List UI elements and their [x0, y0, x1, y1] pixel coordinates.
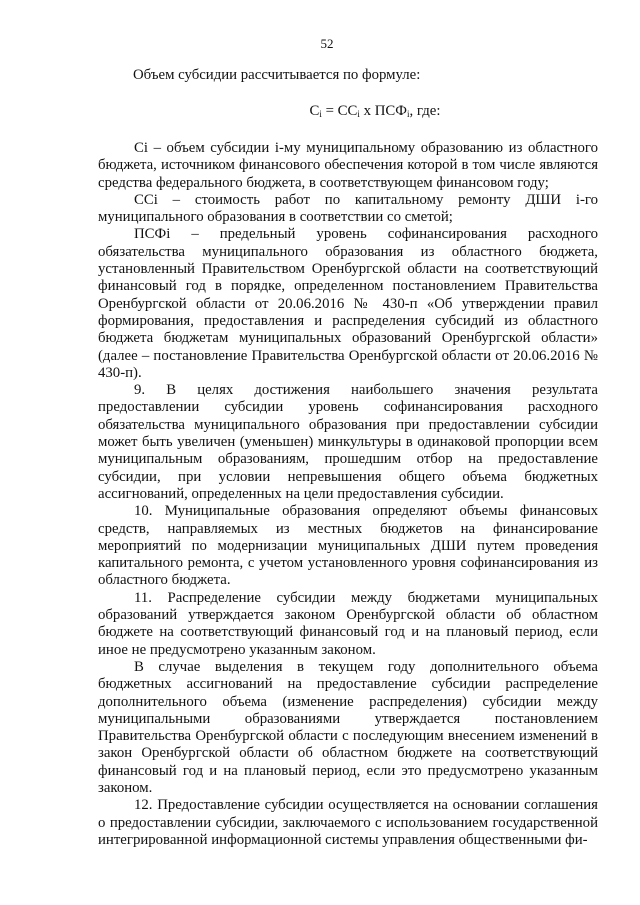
formula-psf-sub: i	[406, 109, 410, 119]
paragraph-11: 11. Распределение субсидии между бюджетами муниципальных образований утверждается законом Оренбургской области об областном бюджете на соответствующий финансовый год и на плановый период, если иное не предусмотрено указанным законом.	[98, 589, 598, 658]
page-number: 52	[320, 36, 334, 51]
formula	[0, 103, 640, 120]
formula-lhs: C	[309, 103, 320, 119]
formula-tail: , где:	[409, 103, 441, 119]
formula-intro: Объем субсидии рассчитывается по формуле:	[133, 67, 421, 83]
formula-mid: х ПСФ	[359, 103, 407, 119]
paragraph-12: 12. Предоставление субсидии осуществляется на основании соглашения о предоставлении субсидии, заключаемого с использованием государственной интегрированной информационной системы управления общественными фи-	[98, 797, 598, 848]
paragraph-cci-definition: ССi – стоимость работ по капитальному ремонту ДШИ i-го муниципального образования в соответствии со сметой;	[98, 191, 598, 226]
paragraph-ci-definition: Сi – объем субсидии i-му муниципальному образованию из областного бюджета, источником финансового обеспечения которой в том числе являются средства федерального бюджета, в соответствующем финансовом году;	[98, 140, 598, 191]
formula-eq: = СС	[321, 103, 358, 119]
paragraph-9: 9. В целях достижения наибольшего значения результата предоставлении субсидии уровень софинансирования расходного обязательства муниципального образования при предоставлении субсидии может быть увеличен (уменьшен) минкультуры в одинаковой пропорции всем муниципальным образованиям, прошедшим отбор на предоставление субсидии, при условии непревышения общего объема бюджетных ассигнований, определенных на цели предоставления субсидии.	[98, 382, 598, 502]
document-body	[98, 140, 598, 849]
formula-lhs-sub: i	[319, 109, 322, 119]
paragraph-psfi-definition: ПСФi – предельный уровень софинансирования расходного обязательства муниципального образования из областного бюджета, установленный Правительством Оренбургской области на соответствующий финансовый год в порядке, определенном постановлением Правительства Оренбургской области от 20.06.2016 № 430-п «Об утверждении правил формирования, предоставления и распределения субсидий из областного бюджета бюджетам муниципальных образований Оренбургской области» (далее – постановление Правительства Оренбургской области от 20.06.2016 № 430-п).	[98, 226, 598, 381]
formula-cc-sub: i	[357, 109, 360, 119]
paragraph-10: 10. Муниципальные образования определяют объемы финансовых средств, направляемых из местных бюджетов на финансирование мероприятий по модернизации муниципальных ДШИ путем проведения капитального ремонта, с учетом установленного уровня софинансирования из областного бюджета.	[98, 503, 598, 589]
paragraph-additional-allocation: В случае выделения в текущем году дополнительного объема бюджетных ассигнований на предоставление субсидии распределение дополнительного объема (изменение распределения) субсидии между муниципальными образованиями утверждается постановлением Правительства Оренбургской области с последующим внесением изменений в закон Оренбургской области об областном бюджете на соответствующий финансовый год и на плановый период, если это предусмотрено указанным законом.	[98, 658, 598, 796]
